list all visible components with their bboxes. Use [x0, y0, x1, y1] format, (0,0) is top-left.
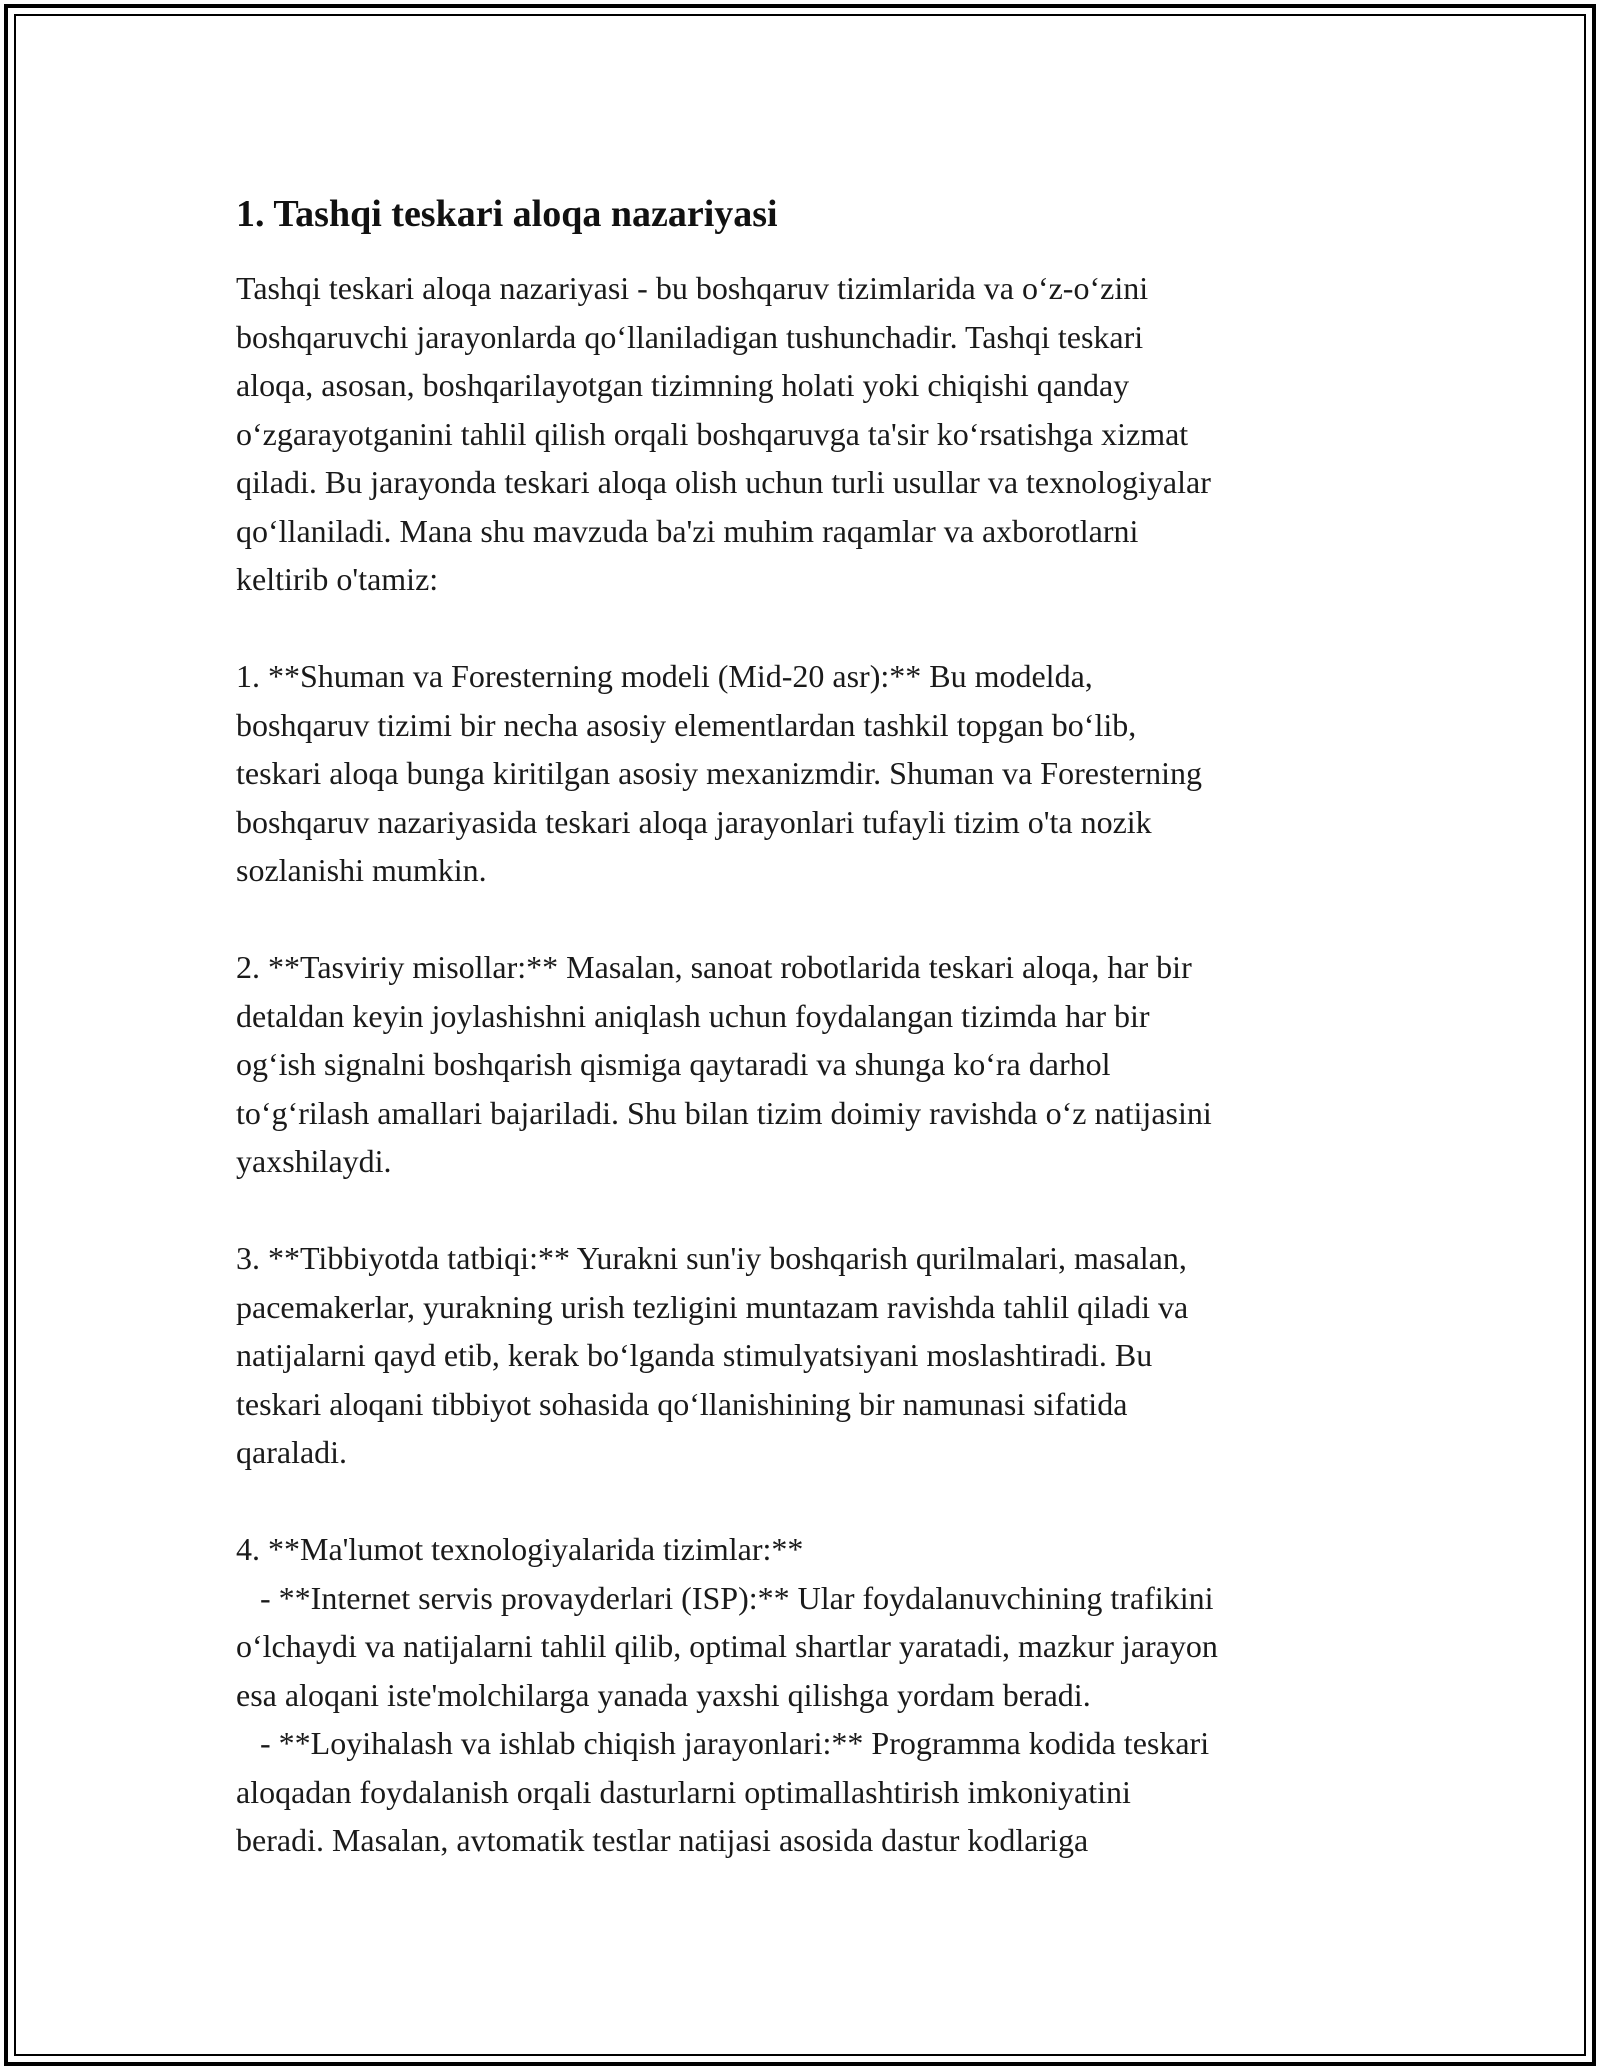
- text-line: teskari aloqa bunga kiritilgan asosiy mexanizmdir. Shuman va Foresterning: [236, 755, 1203, 791]
- text-line: o‘lchaydi va natijalarni tahlil qilib, optimal shartlar yaratadi, mazkur jarayon: [236, 1628, 1218, 1664]
- paragraph-gap: [236, 1477, 1396, 1526]
- paragraph-gap: [236, 1186, 1396, 1235]
- text-line: 3. **Tibbiyotda tatbiqi:** Yurakni sun'iy boshqarish qurilmalari, masalan,: [236, 1240, 1187, 1276]
- text-line: yaxshilaydi.: [236, 1143, 392, 1179]
- text-line: esa aloqani iste'molchilarga yanada yaxshi qilishga yordam beradi.: [236, 1676, 1091, 1713]
- text-line: detaldan keyin joylashishni aniqlash uchun foydalangan tizimda har bir: [236, 997, 1150, 1034]
- text-line: qo‘llaniladi. Mana shu mavzuda ba'zi muhim raqamlar va axborotlarni: [236, 512, 1139, 549]
- text-line: qiladi. Bu jarayonda teskari aloqa olish uchun turli usullar va texnologiyalar: [236, 464, 1211, 500]
- text-line: 4. **Ma'lumot texnologiyalarida tizimlar:**: [236, 1531, 804, 1567]
- text-line: o‘zgarayotganini tahlil qilish orqali boshqaruvga ta'sir ko‘rsatishga xizmat: [236, 415, 1189, 452]
- text-line: sozlanishi mumkin.: [236, 852, 487, 888]
- text-line: aloqa, asosan, boshqarilayotgan tizimning holati yoki chiqishi qanday: [236, 367, 1130, 403]
- text-line: boshqaruvchi jarayonlarda qo‘llaniladigan tushunchadir. Tashqi teskari: [236, 318, 1144, 355]
- document-text: [236, 264, 1396, 1865]
- document-title: 1. Tashqi teskari aloqa nazariyasi: [236, 193, 778, 235]
- text-line: natijalarni qayd etib, kerak bo‘lganda stimulyatsiyani moslashtiradi. Bu: [236, 1337, 1153, 1373]
- text-line: teskari aloqani tibbiyot sohasida qo‘llanishining bir namunasi sifatida: [236, 1385, 1128, 1422]
- text-line: - **Internet servis provayderlari (ISP):** Ular foydalanuvchining trafikini: [260, 1579, 1214, 1616]
- text-line: to‘g‘rilash amallari bajariladi. Shu bilan tizim doimiy ravishda o‘z natijasini: [236, 1094, 1212, 1131]
- text-line: Tashqi teskari aloqa nazariyasi - bu boshqaruv tizimlarida va o‘z-o‘zini: [236, 270, 1149, 306]
- text-line: keltirib o'tamiz:: [236, 561, 439, 597]
- text-line: 2. **Tasviriy misollar:** Masalan, sanoat robotlarida teskari aloqa, har bir: [236, 949, 1192, 985]
- text-line: og‘ish signalni boshqarish qismiga qaytaradi va shunga ko‘ra darhol: [236, 1046, 1111, 1082]
- text-line: beradi. Masalan, avtomatik testlar natijasi asosida dastur kodlariga: [236, 1822, 1089, 1858]
- text-line: boshqaruv nazariyasida teskari aloqa jarayonlari tufayli tizim o'ta nozik: [236, 803, 1152, 840]
- document-body: [236, 186, 1396, 1865]
- text-line: qaraladi.: [236, 1434, 348, 1470]
- text-line: 1. **Shuman va Foresterning modeli (Mid-20 asr):** Bu modelda,: [236, 658, 1093, 694]
- text-line: boshqaruv tizimi bir necha asosiy elementlardan tashkil topgan bo‘lib,: [236, 706, 1137, 743]
- text-line: pacemakerlar, yurakning urish tezligini muntazam ravishda tahlil qiladi va: [236, 1288, 1189, 1325]
- paragraph-gap: [236, 604, 1396, 653]
- text-line: - **Loyihalash va ishlab chiqish jarayonlari:** Programma kodida teskari: [260, 1725, 1210, 1761]
- text-line: aloqadan foydalanish orqali dasturlarni optimallashtirish imkoniyatini: [236, 1773, 1131, 1810]
- paragraph-gap: [236, 895, 1396, 944]
